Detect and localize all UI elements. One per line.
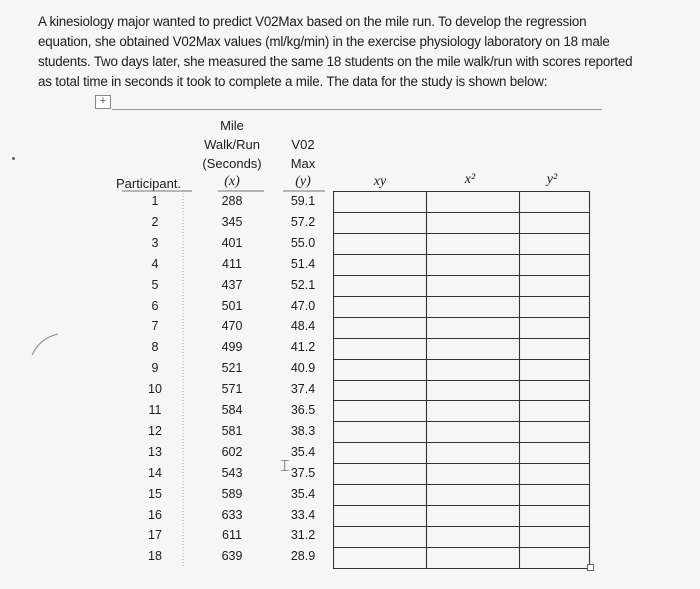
vo2max-cell: 41.2 [290, 340, 316, 355]
table-row [0, 401, 340, 422]
mile-time-cell: 639 [221, 549, 243, 564]
participant-cell: 16 [148, 507, 162, 522]
mile-time-cell: 470 [221, 319, 243, 334]
mile-time-cell: 288 [221, 194, 243, 208]
stray-mark [12, 157, 15, 160]
mile-time-cell: 584 [221, 403, 243, 417]
participant-cell: 9 [151, 361, 159, 376]
mile-time-cell: 611 [222, 528, 242, 543]
text-cursor-icon: ⌶ [280, 456, 290, 475]
participant-header: Participant. [116, 176, 182, 191]
statement-line: as total time in seconds it took to complete a mile. The data for the study is shown below: [38, 74, 548, 89]
table-row [0, 234, 340, 255]
vo2max-cell: 37.4 [290, 382, 316, 397]
vo2max-cell: 57.2 [290, 214, 316, 229]
vo2max-cell: 33.4 [290, 507, 316, 522]
move-handle-icon[interactable]: + [95, 95, 111, 109]
table-row [0, 255, 340, 276]
participant-cell: 1 [151, 194, 159, 208]
answer-grid [333, 191, 591, 568]
vo2-header-line2: Max [290, 156, 316, 171]
mile-time-cell: 589 [221, 486, 243, 501]
resize-handle-icon[interactable] [587, 564, 594, 571]
vo2max-cell: 35.4 [290, 444, 316, 459]
participant-cell: 2 [151, 214, 159, 229]
stray-arc-mark [30, 330, 60, 360]
table-row [0, 276, 340, 297]
mile-time-cell: 521 [221, 361, 243, 376]
participant-cell: 5 [151, 277, 159, 292]
table-row [0, 485, 340, 506]
mile-time-cell: 581 [221, 423, 243, 438]
table-row [0, 380, 340, 401]
vo2max-cell: 38.3 [290, 423, 316, 438]
mile-time-cell: 411 [222, 256, 242, 271]
mile-header-line2: Walk/Run [204, 137, 260, 152]
table-row [0, 547, 340, 568]
participant-cell: 13 [148, 444, 162, 459]
participant-cell: 15 [148, 486, 162, 501]
xy-header: xy [373, 174, 387, 189]
mile-header-line3: (Seconds) [202, 156, 262, 171]
vo2max-cell: 31.2 [290, 528, 316, 543]
mile-time-cell: 633 [221, 507, 243, 522]
statement-line: A kinesiology major wanted to predict V02Max based on the mile run. To develop the regression [38, 14, 587, 29]
participant-cell: 14 [148, 465, 162, 480]
mile-time-cell: 437 [221, 277, 243, 292]
mile-time-cell: 602 [221, 444, 243, 459]
vo2max-cell: 52.1 [290, 277, 316, 292]
statement-line: equation, she obtained V02Max values (ml/kg/min) in the exercise physiology laboratory on 18 male [38, 34, 610, 49]
vo2max-cell: 40.9 [290, 361, 316, 376]
vo2max-cell: 59.1 [290, 194, 316, 208]
table-row [0, 297, 340, 318]
vo2max-cell: 51.4 [290, 256, 316, 271]
vo2max-cell: 36.5 [290, 403, 316, 417]
mile-time-cell: 501 [221, 298, 243, 313]
statement-line: students. Two days later, she measured the same 18 students on the mile walk/run with scores reported [38, 54, 633, 69]
table-row [0, 192, 340, 213]
table-row [0, 526, 340, 547]
vo2-header-line1: V02 [291, 137, 315, 152]
mile-time-cell: 345 [221, 214, 243, 229]
participant-cell: 11 [148, 403, 162, 417]
mile-time-cell: 401 [221, 235, 243, 250]
mile-time-cell: 499 [221, 340, 243, 355]
vo2-header-var: (y) [295, 174, 311, 189]
table-row [0, 213, 340, 234]
participant-cell: 18 [148, 549, 162, 564]
participant-cell: 6 [151, 298, 159, 313]
participant-cell: 7 [151, 319, 159, 334]
vo2max-cell: 35.4 [290, 486, 316, 501]
table-row [0, 506, 340, 527]
vo2max-cell: 28.9 [290, 549, 316, 564]
table-row [0, 359, 340, 380]
mile-header-var: (x) [224, 174, 240, 189]
participant-cell: 12 [148, 423, 162, 438]
participant-cell: 4 [151, 256, 159, 271]
x-squared-header: x² [464, 172, 476, 187]
participant-cell: 10 [148, 382, 162, 397]
vo2max-cell: 47.0 [290, 298, 316, 313]
participant-cell: 17 [148, 528, 162, 543]
participant-cell: 3 [151, 235, 159, 250]
vo2max-cell: 55.0 [290, 235, 316, 250]
y-squared-header: y² [546, 172, 558, 187]
vo2max-cell: 48.4 [290, 319, 316, 334]
table-row [0, 422, 340, 443]
mile-header-line1: Mile [220, 118, 244, 133]
mile-time-cell: 571 [221, 382, 243, 397]
vo2max-cell: 37.5 [290, 465, 316, 480]
mile-time-cell: 543 [221, 465, 243, 480]
participant-cell: 8 [151, 340, 159, 355]
